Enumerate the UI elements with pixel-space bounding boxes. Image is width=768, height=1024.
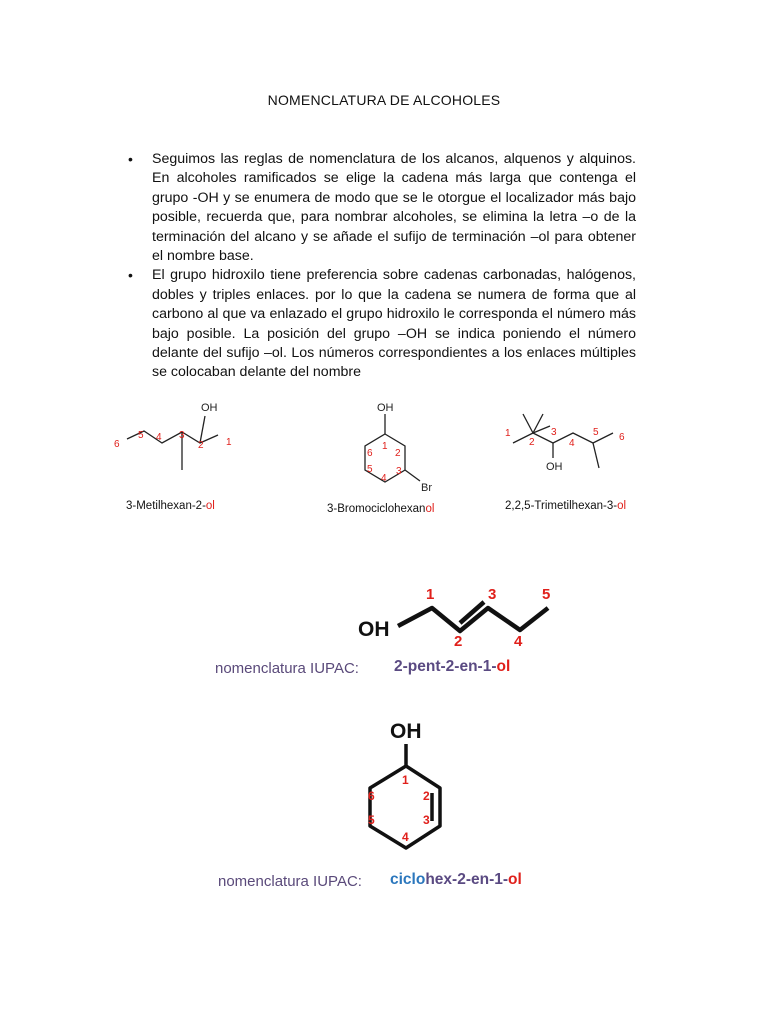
br-substituent: Br <box>421 482 432 494</box>
carbon-number: 4 <box>569 438 575 449</box>
molecule-3-metilhexan-2-ol <box>100 392 250 492</box>
oh-group: OH <box>390 720 422 743</box>
molecule-caption: 2,2,5-Trimetilhexan-3-ol <box>505 500 627 512</box>
bullet-item: • Seguimos las reglas de nomenclatura de los alcanos, alquenos y alquinos. En alcoholes ramificados se elige la cadena más larga que contenga el grupo -OH y se enumera de modo que se le otorgue el localizador más bajo posible, recuerda que, para nombrar alcoholes, se elimina la letra –o de la terminación del alcano y se añade el sufijo de terminación –ol para obtener el nombre base. <box>128 150 636 266</box>
carbon-number: 4 <box>381 473 387 484</box>
carbon-number: 6 <box>368 789 375 803</box>
iupac-name: ciclohex-2-en-1-ol <box>390 871 522 888</box>
carbon-number: 5 <box>542 586 551 603</box>
carbon-number: 3 <box>423 813 430 827</box>
carbon-number: 5 <box>593 427 599 438</box>
iupac-name: 2-pent-2-en-1-ol <box>394 658 511 675</box>
carbon-number: 6 <box>114 439 120 450</box>
molecule-3-bromociclohexanol <box>325 392 445 502</box>
oh-group: OH <box>377 402 394 414</box>
bullet-item: • El grupo hidroxilo tiene preferencia sobre cadenas carbonadas, halógenos, dobles y triples enlaces. por lo que la cadena se numera de forma que al carbono al que va enlazado el grupo hidroxilo le corresponda el número más bajo posible. La posición del grupo –OH se indica poniendo el número delante del sufijo –ol. Los números correspondientes a los enlaces múltiples se colocaban delante del nombre <box>128 266 636 382</box>
carbon-number: 2 <box>454 633 463 650</box>
carbon-number: 2 <box>395 448 401 459</box>
molecule-ciclohex-2-en-1-ol <box>340 710 480 860</box>
molecule-pent-2-en-1-ol <box>350 578 580 658</box>
carbon-number: 2 <box>529 437 535 448</box>
carbon-number: 3 <box>551 427 557 438</box>
carbon-number: 4 <box>156 432 162 443</box>
carbon-number: 3 <box>488 586 497 603</box>
carbon-number: 2 <box>198 440 204 451</box>
molecule-2-2-5-trimetilhexan-3-ol <box>495 398 645 488</box>
carbon-number: 6 <box>619 432 625 443</box>
carbon-number: 1 <box>402 773 409 787</box>
carbon-number: 6 <box>367 448 373 459</box>
iupac-label: nomenclatura IUPAC: <box>215 660 359 677</box>
page-title: NOMENCLATURA DE ALCOHOLES <box>267 92 501 108</box>
carbon-number: 3 <box>396 466 402 477</box>
carbon-number: 1 <box>382 441 388 452</box>
oh-group: OH <box>358 618 390 641</box>
carbon-number: 1 <box>505 428 511 439</box>
molecule-caption: 3-Bromociclohexanol <box>327 503 435 515</box>
carbon-number: 1 <box>226 437 232 448</box>
carbon-number: 3 <box>179 430 185 441</box>
bullet-list <box>128 150 636 383</box>
iupac-label: nomenclatura IUPAC: <box>218 873 362 890</box>
oh-group: OH <box>201 402 218 414</box>
carbon-number: 5 <box>368 813 375 827</box>
carbon-number: 5 <box>367 464 373 475</box>
oh-group: OH <box>546 461 563 473</box>
carbon-number: 2 <box>423 789 430 803</box>
carbon-number: 4 <box>514 633 523 650</box>
carbon-number: 5 <box>138 430 144 441</box>
carbon-number: 4 <box>402 830 409 844</box>
molecule-caption: 3-Metilhexan-2-ol <box>126 500 215 512</box>
carbon-number: 1 <box>426 586 435 603</box>
